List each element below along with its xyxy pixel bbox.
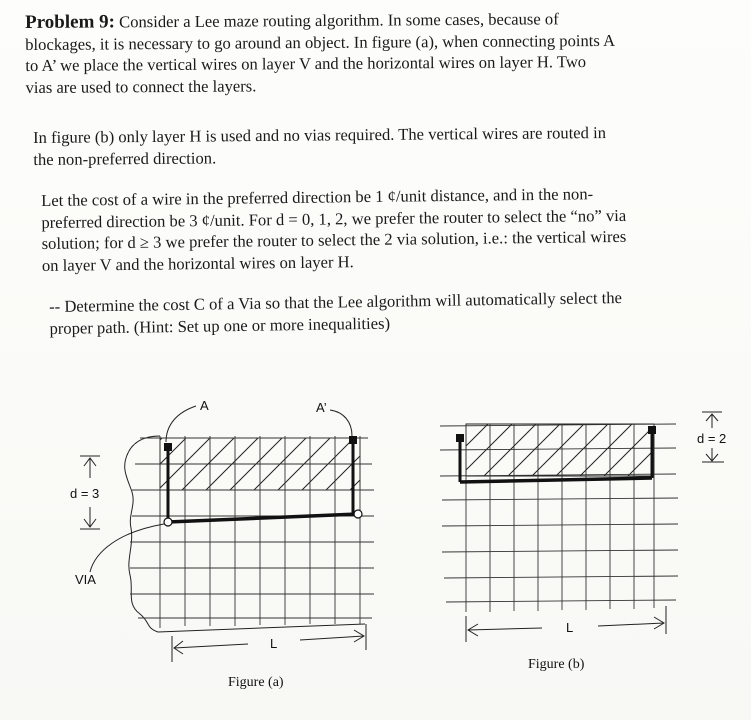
figure-b [440, 412, 726, 672]
label-lb: L [566, 620, 574, 635]
via-a-right-icon [354, 510, 362, 518]
label-via: VIA [75, 572, 96, 587]
p3-line-4: on layer V and the horizontal wires on layer H. [41, 251, 354, 275]
p3-line-1: Let the cost of a wire in the preferred direction be 1 ¢/unit distance, and in the non- [41, 184, 594, 210]
caption-figure-b: Figure (b) [528, 657, 585, 672]
figure-a [70, 398, 374, 690]
p2-line-1: In figure (b) only layer H is used and no vias required. The vertical wires are routed in [33, 123, 607, 147]
label-d3: d = 3 [70, 486, 100, 501]
figure-b-blockage [466, 424, 654, 476]
p1-line-2: blockages, it is necessary to go around an object. In figure (a), when connecting points A [25, 30, 616, 54]
p2-line-2: the non-preferred direction. [33, 147, 217, 169]
label-a: A [200, 398, 209, 413]
dimension-la [172, 624, 366, 662]
label-a-prime: A’ [316, 400, 327, 415]
p1-line-4: vias are used to connect the layers. [25, 75, 257, 97]
label-d2: d = 2 [697, 431, 727, 446]
caption-figure-a: Figure (a) [228, 675, 284, 690]
label-la: L [270, 636, 278, 651]
p1-line-3: to A’ we place the vertical wires on layer V and the horizontal wires on layer H. Two [25, 52, 587, 75]
p4-line-2: proper path. (Hint: Set up one or more inequalities) [49, 313, 391, 338]
p3-line-3: solution; for d ≥ 3 we prefer the router to select the 2 via solution, i.e.: the vertical wires [41, 226, 627, 253]
problem-title: Problem 9: [25, 11, 116, 33]
p3-line-2: preferred direction be 3 ¢/unit. For d = 0, 1, 2, we prefer the router to select the “no” via [41, 205, 627, 232]
via-a-left-icon [164, 518, 172, 526]
p4-line-1: -- Determine the cost C of a Via so that the Lee algorithm will automatically select the [49, 288, 623, 316]
p1-line-1-text: Consider a Lee maze routing algorithm. In some cases, because of [114, 9, 559, 32]
